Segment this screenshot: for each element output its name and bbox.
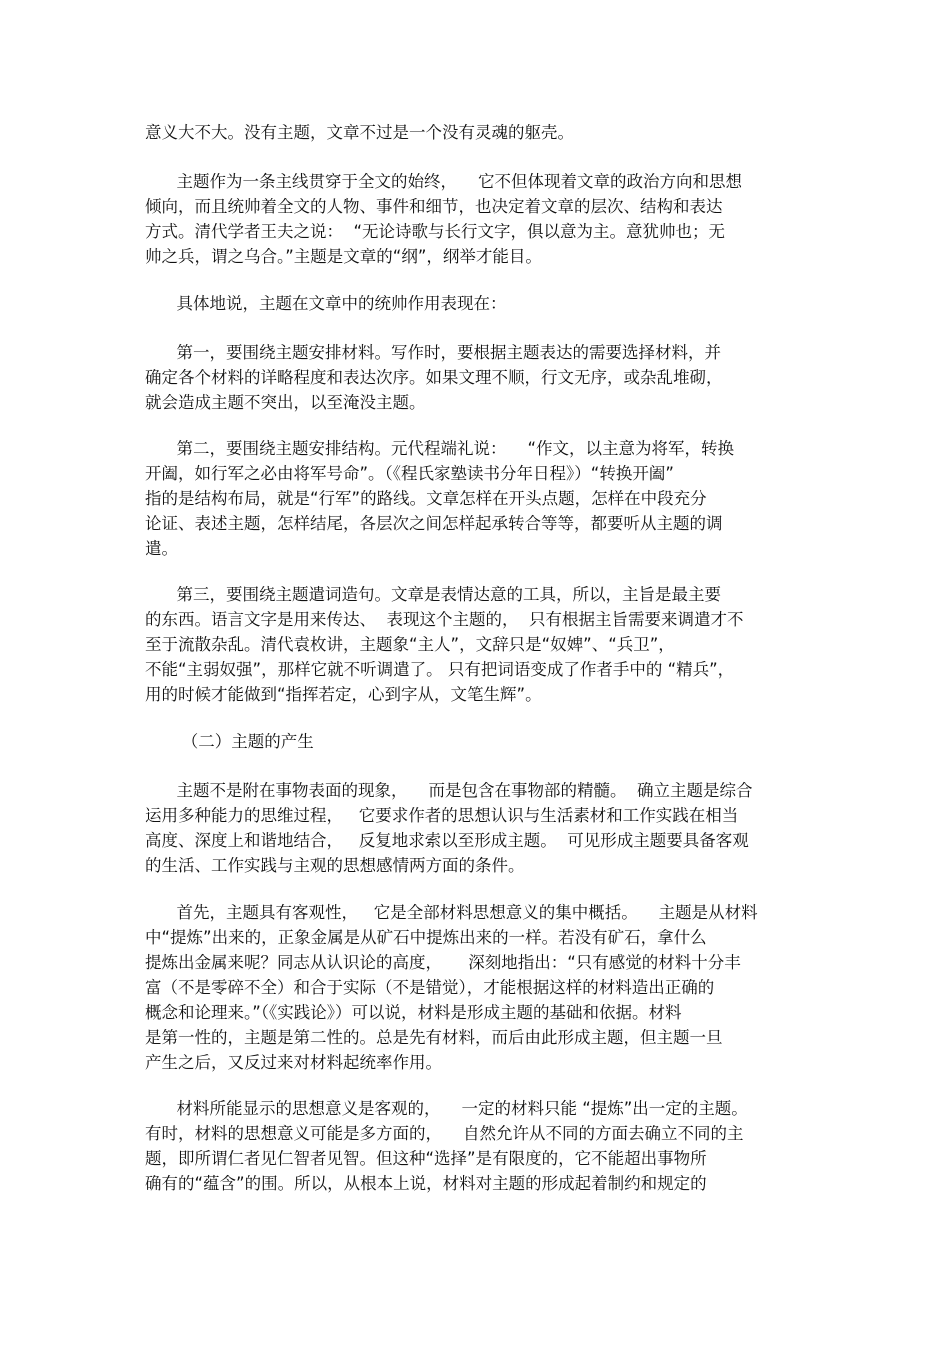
- text-line: 题，即所谓仁者见仁智者见智。但这种“选择”是有限度的，它不能超出事物所: [145, 1149, 707, 1168]
- text-line: 确定各个材料的详略程度和表达次序。如果文理不顺，行文无序，或杂乱堆砌，: [145, 368, 723, 387]
- text-line: 产生之后，又反过来对材料起统率作用。: [145, 1053, 442, 1072]
- text-line: 的生活、工作实践与主观的思想感情两方面的条件。: [145, 856, 525, 875]
- text-line: 材料所能显示的思想意义是客观的， 一定的材料只能 “提炼”出一定的主题。: [145, 1099, 748, 1118]
- text-line: 主题作为一条主线贯穿于全文的始终， 它不但体现着文章的政治方向和思想: [145, 172, 742, 191]
- text-line: 运用多种能力的思维过程， 它要求作者的思想认识与生活素材和工作实践在相当: [145, 806, 739, 825]
- paragraph-third-wording: [145, 582, 825, 707]
- paragraph-lead-in: [145, 291, 825, 316]
- paragraph-objectivity: [145, 900, 825, 1075]
- section-heading: [145, 729, 825, 754]
- text-line: 就会造成主题不突出，以至淹没主题。: [145, 393, 426, 412]
- paragraph-first-materials: [145, 340, 825, 415]
- text-line: 具体地说，主题在文章中的统帅作用表现在：: [145, 294, 507, 313]
- text-line: 第一，要围绕主题安排材料。写作时，要根据主题表达的需要选择材料，并: [145, 343, 721, 362]
- text-line: 遣。: [145, 539, 178, 558]
- paragraph-theme-mainline: [145, 169, 825, 269]
- paragraph-material-meaning: [145, 1096, 825, 1196]
- paragraph-second-structure: [145, 436, 825, 561]
- text-line: 方式。清代学者王夫之说： “无论诗歌与长行文字，俱以意为主。意犹帅也；无: [145, 222, 726, 241]
- text-line: 用的时候才能做到“指挥若定，心到字从，文笔生辉”。: [145, 685, 542, 704]
- text-line: 至于流散杂乱。清代袁枚讲，主题象“主人”，文辞只是“奴婢”、“兵卫”，: [145, 635, 675, 654]
- text-line: 论证、表述主题，怎样结尾，各层次之间怎样起承转合等等，都要听从主题的调: [145, 514, 723, 533]
- text-line: 的东西。语言文字是用来传达、 表现这个主题的， 只有根据主旨需要来调遣才不: [145, 610, 744, 629]
- text-line: 帅之兵，谓之乌合。”主题是文章的“纲”，纲举才能目。: [145, 247, 542, 266]
- text-line: 倾向，而且统帅着全文的人物、事件和细节，也决定着文章的层次、结构和表达: [145, 197, 723, 216]
- text-line: 主题不是附在事物表面的现象， 而是包含在事物部的精髓。 确立主题是综合: [145, 781, 753, 800]
- paragraph-intro-fragment: [145, 120, 825, 145]
- text-line: 首先，主题具有客观性， 它是全部材料思想意义的集中概括。 主题是从材料: [145, 903, 758, 922]
- text-line: 指的是结构布局，就是“行军”的路线。文章怎样在开头点题，怎样在中段充分: [145, 489, 707, 508]
- section-heading-text: （二）主题的产生: [145, 732, 314, 751]
- text-line: 提炼出金属来呢？同志从认识论的高度， 深刻地指出：“只有感觉的材料十分丰: [145, 953, 741, 972]
- text-line: 中“提炼”出来的，正象金属是从矿石中提炼出来的一样。若没有矿石，拿什么: [145, 928, 707, 947]
- text-line: 第三，要围绕主题遣词造句。文章是表情达意的工具，所以，主旨是最主要: [145, 585, 721, 604]
- text-line: 开阖，如行军之必由将军号命”。（《程氏家塾读书分年日程》）“转换开阖”: [145, 464, 674, 483]
- paragraph-theme-origin: [145, 778, 825, 878]
- text-line: 概念和论理来。”（《实践论》）可以说，材料是形成主题的基础和依据。材料: [145, 1003, 682, 1022]
- text-line: 是第一性的，主题是第二性的。总是先有材料，而后由此形成主题，但主题一旦: [145, 1028, 723, 1047]
- text-line: 富（不是零碎不全）和合于实际（不是错觉），才能根据这样的材料造出正确的: [145, 978, 715, 997]
- text-line: 第二，要围绕主题安排结构。元代程端礼说： “作文，以主意为将军，转换: [145, 439, 734, 458]
- text-line: 确有的“蕴含”的围。所以，从根本上说，材料对主题的形成起着制约和规定的: [145, 1174, 707, 1193]
- text-line: 高度、深度上和谐地结合， 反复地求索以至形成主题。 可见形成主题要具备客观: [145, 831, 749, 850]
- text-line: 意义大不大。没有主题，文章不过是一个没有灵魂的躯壳。: [145, 123, 574, 142]
- text-line: 不能“主弱奴强”，那样它就不听调遣了。 只有把词语变成了作者手中的 “精兵”，: [145, 660, 735, 679]
- text-line: 有时，材料的思想意义可能是多方面的， 自然允许从不同的方面去确立不同的主: [145, 1124, 744, 1143]
